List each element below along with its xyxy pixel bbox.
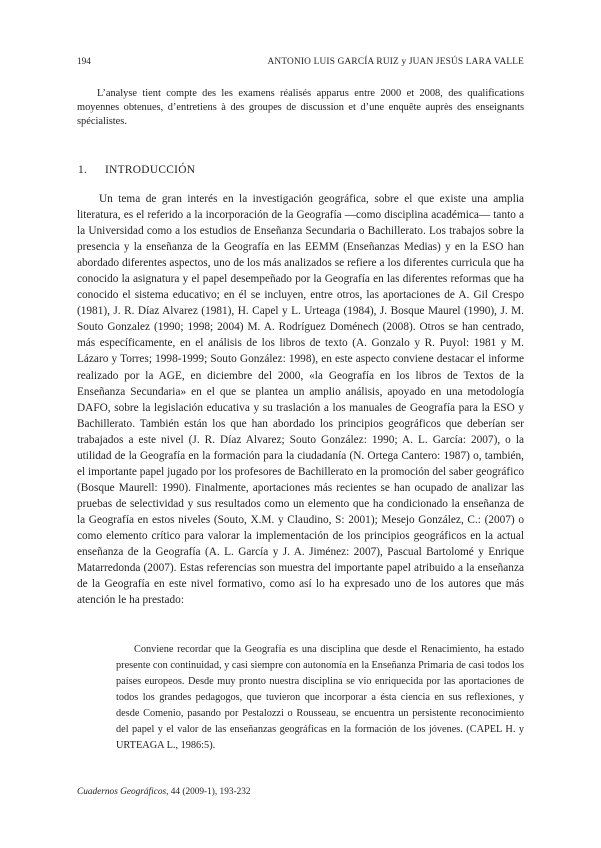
running-title: ANTONIO LUIS GARCÍA RUIZ y JUAN JESÚS LARA VALLE	[267, 57, 524, 67]
abstract-tail: L’analyse tient compte des les examens réalisés apparus entre 2000 et 2008, des qualifications moyennes obtenues, d’entretiens à des groupes de discussion et d’une enquête auprès des enseignants spécialistes.	[77, 88, 524, 128]
page-number: 194	[77, 57, 91, 67]
journal-citation: , 44 (2009-1), 193-232	[166, 787, 251, 797]
section-title: INTRODUCCIÓN	[105, 164, 196, 176]
body-paragraph: Un tema de gran interés en la investigación geográfica, sobre el que existe una amplia literatura, es el referido a la incorporación de la Geografía —como disciplina académica— tanto a la Universidad como a los estudios de Enseñanza Secundaria o Bachillerato. Los trabajos sobre la presencia y la enseñanza de la Geografía en las EEMM (Enseñanzas Medias) y en la ESO han abordado diferentes aspectos, uno de los más analizados se refiere a los diferentes curricula que ha conocido la asignatura y el papel desempeñado por la Geografía en las diferentes reformas que ha conocido el sistema educativo; en él se incluyen, entre otros, las aportaciones de A. Gil Crespo (1981), J. R. Díaz Alvarez (1981), H. Capel y L. Urteaga (1984), J. Bosque Maurel (1990), J. M. Souto Gonzalez (1990; 1998; 2004) M. A. Rodríguez Doménech (2008). Otros se han centrado, más específicamente, en el análisis de los libros de texto (A. Gonzalo y R. Puyol: 1981 y M. Lázaro y Torres; 1998-1999; Souto González: 1998), en este aspecto conviene destacar el informe realizado por la AGE, en diciembre del 2000, «la Geografía en los libros de Textos de la Enseñanza Secundaria» en el que se plantea un amplio análisis, apoyado en una metodología DAFO, sobre la legislación educativa y su traslación a los manuales de Geografía para la ESO y Bachillerato. También están los que han abordado los principios geográficos que deberían ser trabajados a este nivel (J. R. Díaz Alvarez; Souto González: 1990; A. L. García: 2007), o la utilidad de la Geografía en la formación para la ciudadanía (N. Ortega Cantero: 1987) o, también, el importante papel jugado por los profesores de Bachillerato en la promoción del saber geográfico (Bosque Maurell: 1990). Finalmente, aportaciones más recientes se han ocupado de analizar las pruebas de selectividad y sus resultados como un elemento que ha condicionado la enseñanza de la Geografía en estos niveles (Souto, X.M. y Claudino, S: 2001); Mesejo González, C.: (2007) o como elemento crítico para valorar la implementación de los principios geográficos en la actual enseñanza de la Geografía (A. L. García y J. A. Jiménez: 2007), Pascual Bartolomé y Enrique Matarredonda (2007). Estas referencias son muestra del importante papel atribuido a la enseñanza de la Geografía en este nivel formativo, como así lo ha expresado uno de los autores que más atención le ha prestado:	[77, 193, 524, 607]
block-quote: Conviene recordar que la Geografía es una disciplina que desde el Renacimiento, ha estado presente con continuidad, y casi siempre con autonomía en la Enseñanza Primaria de casi todos los países europeos. Desde muy pronto nuestra disciplina se vio enriquecida por las aportaciones de todos los grandes pedagogos, que tuvieron que incorporar a ésta ciencia en sus reflexiones, y desde Comenio, pasando por Pestalozzi o Rousseau, se encuentra un persistente reconocimiento del papel y el valor de las enseñanzas geográficas en la formación de los jóvenes. (CAPEL H. y URTEAGA L., 1986:5).	[116, 644, 524, 751]
section-heading	[78, 163, 195, 177]
page-header	[77, 56, 524, 68]
journal-name: Cuadernos Geográficos	[77, 787, 167, 797]
section-number: 1.	[78, 164, 88, 176]
page-footer	[77, 786, 251, 798]
